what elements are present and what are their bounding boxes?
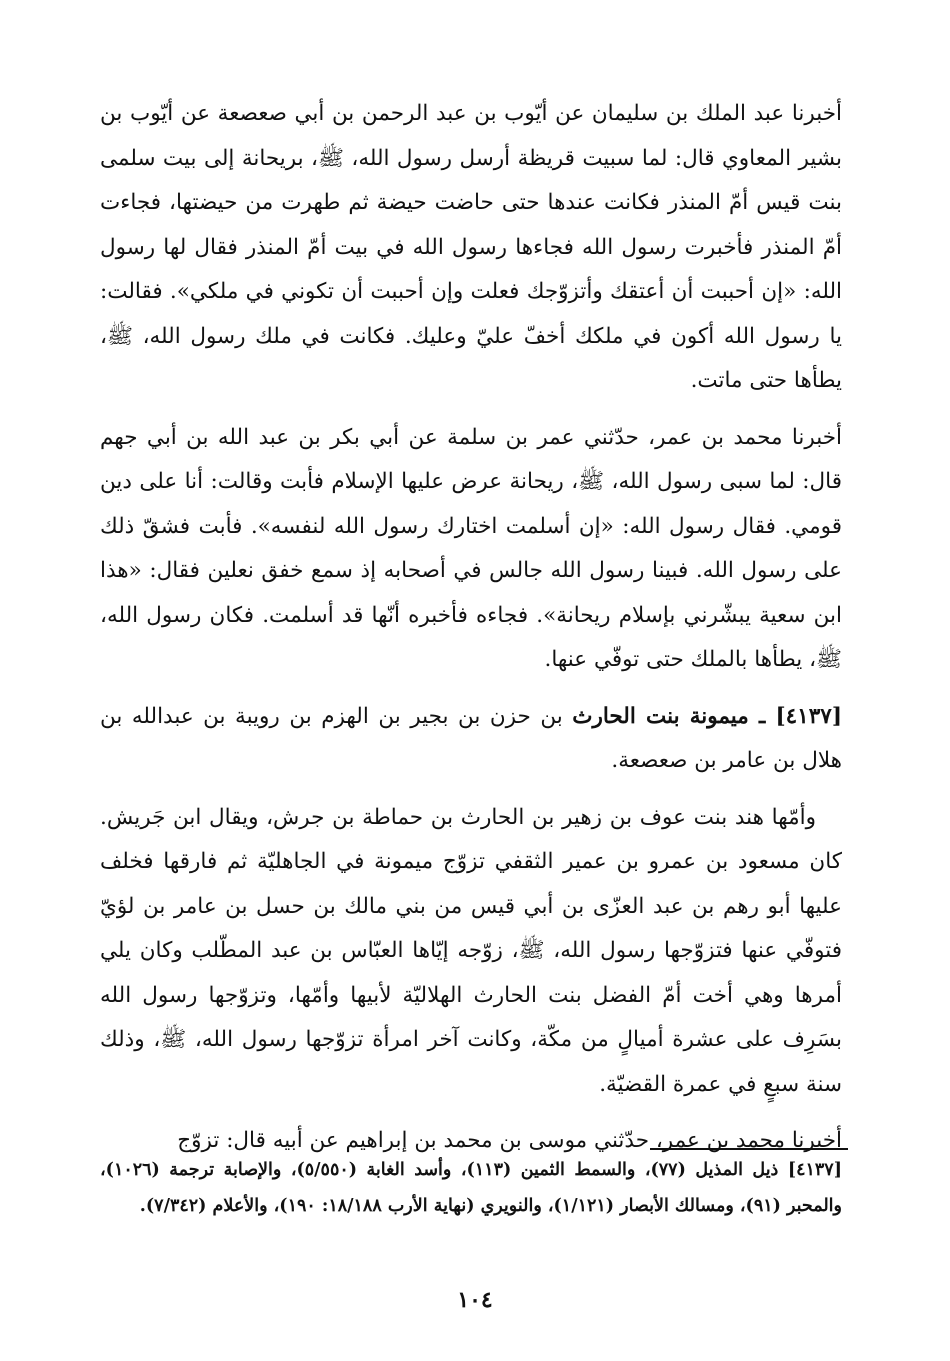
footnote xyxy=(100,1152,842,1224)
paragraph-continuation: أخبرنا محمد بن عمر، حدّثني موسى بن محمد بن إبراهيم عن أبيه قال: تزوّج xyxy=(177,1128,842,1153)
entry-lineage: بن حزن بن بجير بن الهزم بن رويبة بن عبدالله بن هلال بن عامر بن صعصعة. xyxy=(100,703,842,773)
page-number: ١٠٤ xyxy=(457,1287,493,1313)
entry-heading: [٤١٣٧] ـ ميمونة بنت الحارث xyxy=(572,703,843,729)
paragraph-rayhana-2: أخبرنا محمد بن عمر، حدّثني عمر بن سلمة عن أبي بكر بن عبد الله بن أبي جهم قال: لما سبى رسول الله، ﷺ، ريحانة عرض عليها الإسلام فأبت وقالت: أنا على دين قومي. فقال رسول الله: «إن أسلمت اختارك رسول الله لنفسه». فأبت فشقّ ذلك على رسول الله. فبينا رسول الله جالس في أصحابه إذ سمع خفق نعلين فقال: «هذا ابن سعية يبشّرني بإسلام ريحانة». فجاءه فأخبره أنّها قد أسلمت. فكان رسول الله، ﷺ، يطأها بالملك حتى توفّي عنها. xyxy=(100,424,842,672)
footnote-text: ذيل المذيل (٧٧)، والسمط الثمين (١١٣)، وأسد الغابة (٥/٥٥٠)، والإصابة ترجمة (١٠٢٦)، والمحبر (٩١)، ومسالك الأبصار (١/١٢١)، والنويري (نهاية الأرب ١٨/١٨٨: ١٩٠)، والأعلام (٧/٣٤٢). xyxy=(100,1160,842,1216)
paragraph-maymuna-bio: وأمّها هند بنت عوف بن زهير بن الحارث بن حماطة بن جرش، ويقال ابن جَريش. كان مسعود بن عمرو بن عمير الثقفي تزوّج ميمونة في الجاهليّة ثم فارقها فخلف عليها أبو رهم بن عبد العزّى بن أبي قيس من بني مالك بن حسل بن عامر بن لؤيّ فتوفّي عنها فتزوّجها رسول الله، ﷺ، زوّجه إيّاها العبّاس بن عبد المطّلب وكان يلي أمرها وهي أخت أمّ الفضل بنت الحارث الهلاليّة لأبيها وأمّها، وتزوّجها رسول الله بسَرِف على عشرة أميالٍ من مكّة، وكانت آخر امرأة تزوّجها رسول الله، ﷺ، وذلك سنة سبعٍ في عمرة القضيّة. xyxy=(100,804,842,1097)
paragraph-rayhana-1: أخبرنا عبد الملك بن سليمان عن أيّوب بن عبد الرحمن بن أبي صعصعة عن أيّوب بن بشير المعاوي قال: لما سبيت قريظة أرسل رسول الله، ﷺ، بريحانة إلى بيت سلمى بنت قيس أمّ المنذر فكانت عندها حتى حاضت حيضة ثم طهرت من حيضتها، فجاءت أمّ المنذر فأخبرت رسول الله فجاءها رسول الله في بيت أمّ المنذر فقال لها رسول الله: «إن أحببت أن أعتقك وأتزوّجك فعلت وإن أحببت أن تكوني في ملكي». فقالت: يا رسول الله أكون في ملكك أخفّ عليّ وعليك. فكانت في ملك رسول الله، ﷺ، يطأها حتى ماتت. xyxy=(100,101,842,393)
entry-maymuna xyxy=(100,695,842,784)
footnote-label: [٤١٣٧] xyxy=(787,1160,842,1180)
main-text xyxy=(100,92,842,1176)
footnote-divider xyxy=(650,1148,848,1150)
